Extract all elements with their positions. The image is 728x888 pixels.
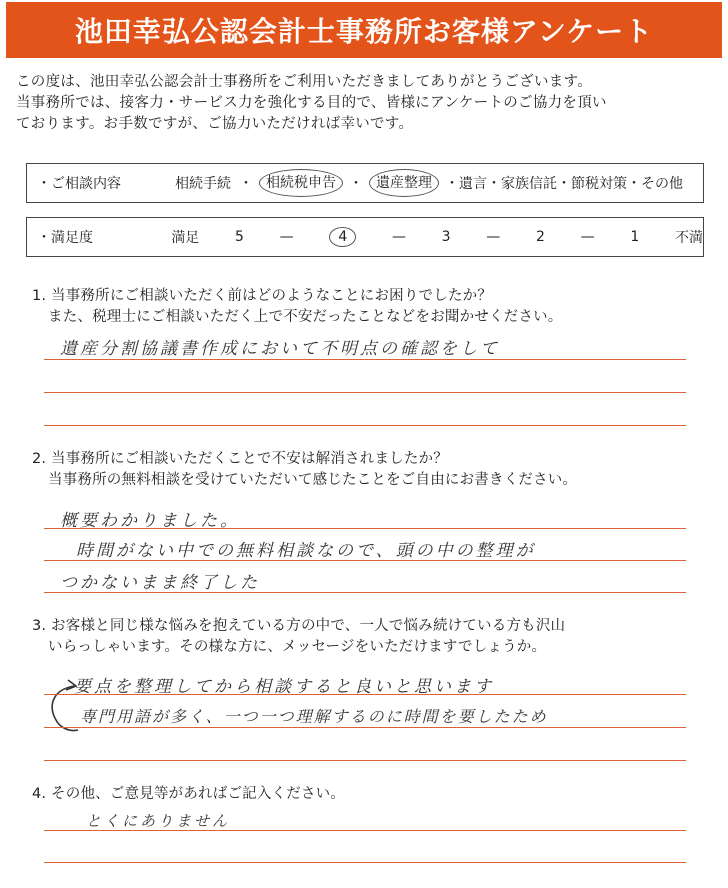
answer-2-handwriting-2: 時間がない中での無料相談なので、頭の中の整理が bbox=[76, 541, 536, 561]
answer-4-handwriting: とくにありません bbox=[86, 812, 231, 830]
satisfaction-right-label: 不満 bbox=[674, 230, 703, 246]
satisfaction-label: ・満足度 bbox=[37, 230, 93, 246]
answer-line bbox=[44, 830, 686, 831]
satisfaction-option[interactable]: 5 bbox=[235, 229, 244, 245]
question-2-line-1: 2. 当事務所にご相談いただくことで不安は解消されましたか？ bbox=[32, 451, 448, 467]
question-3 bbox=[32, 616, 702, 658]
intro-line: この度は、池田幸弘公認会計士事務所をご利用いただきましてありがとうございます。 bbox=[16, 74, 593, 90]
answer-line bbox=[44, 560, 686, 561]
answer-line bbox=[44, 359, 686, 360]
consult-type-label: ・ご相談内容 bbox=[37, 176, 121, 192]
answer-1-handwriting: 遺産分割協議書作成において不明点の確認をして bbox=[60, 339, 500, 359]
answer-line bbox=[44, 694, 686, 695]
satisfaction-box bbox=[26, 217, 704, 257]
answer-line bbox=[44, 528, 686, 529]
scale-dash: — bbox=[580, 229, 595, 245]
satisfaction-option-selected[interactable]: 4 bbox=[329, 227, 356, 247]
question-1 bbox=[32, 286, 702, 328]
satisfaction-option[interactable]: 3 bbox=[441, 229, 451, 245]
question-1-line-2: また、税理士にご相談いただく上で不安だったことなどをお聞かせください。 bbox=[48, 309, 563, 325]
answer-line bbox=[44, 727, 686, 728]
scale-dash: — bbox=[391, 229, 406, 245]
intro-line: ております。お手数ですが、ご協力いただければ幸いです。 bbox=[16, 116, 414, 132]
answer-line bbox=[44, 862, 686, 863]
consult-option-selected[interactable]: 遺産整理 bbox=[369, 169, 439, 197]
answer-3-handwriting-2: 専門用語が多く、一つ一つ理解するのに時間を要したため bbox=[80, 707, 548, 726]
question-2-line-2: 当事務所の無料相談を受けていただいて感じたことをご自由にお書きください。 bbox=[48, 472, 578, 488]
consult-option-separator: ・ bbox=[239, 176, 253, 192]
satisfaction-option[interactable]: 2 bbox=[536, 229, 545, 245]
survey-title-banner bbox=[6, 2, 722, 58]
scale-dash: — bbox=[486, 229, 501, 245]
question-4-line-1: 4. その他、ご意見等があればご記入ください。 bbox=[32, 786, 346, 802]
satisfaction-option[interactable]: 1 bbox=[630, 229, 640, 245]
answer-2-handwriting-3: つかないまま終了した bbox=[60, 573, 260, 593]
survey-title: 池田幸弘公認会計士事務所お客様アンケート bbox=[74, 15, 654, 48]
scale-dash: — bbox=[279, 229, 294, 245]
question-4 bbox=[32, 784, 702, 805]
consult-type-options bbox=[173, 173, 685, 193]
question-3-line-1: 3. お客様と同じ様な悩みを抱えている方の中で、一人で悩み続けている方も沢山 bbox=[32, 618, 566, 634]
answer-line bbox=[44, 592, 686, 593]
question-2 bbox=[32, 449, 702, 491]
question-3-line-2: いらっしゃいます。その様な方に、メッセージをいただけますでしょうか。 bbox=[48, 639, 547, 655]
question-1-line-1: 1. 当事務所にご相談いただく前はどのようなことにお困りでしたか？ bbox=[32, 288, 493, 304]
consult-option-selected[interactable]: 相続税申告 bbox=[259, 169, 343, 197]
answer-line bbox=[44, 760, 686, 761]
consult-option[interactable]: ・遺言・家族信託・節税対策・その他 bbox=[445, 176, 683, 192]
intro-line: 当事務所では、接客力・サービス力を強化する目的で、皆様にアンケートのご協力を頂い bbox=[16, 95, 607, 111]
answer-line bbox=[44, 425, 686, 426]
answer-2-handwriting-1: 概要わかりました。 bbox=[60, 511, 240, 531]
satisfaction-scale bbox=[171, 227, 703, 247]
consult-option[interactable]: 相続手続 bbox=[175, 176, 231, 192]
intro-text bbox=[16, 72, 716, 135]
answer-3-handwriting-1: 要点を整理してから相談すると良いと思います bbox=[74, 677, 494, 697]
consult-option-separator: ・ bbox=[349, 176, 363, 192]
satisfaction-left-label: 満足 bbox=[171, 230, 200, 246]
answer-line bbox=[44, 392, 686, 393]
consult-type-box bbox=[26, 163, 704, 203]
